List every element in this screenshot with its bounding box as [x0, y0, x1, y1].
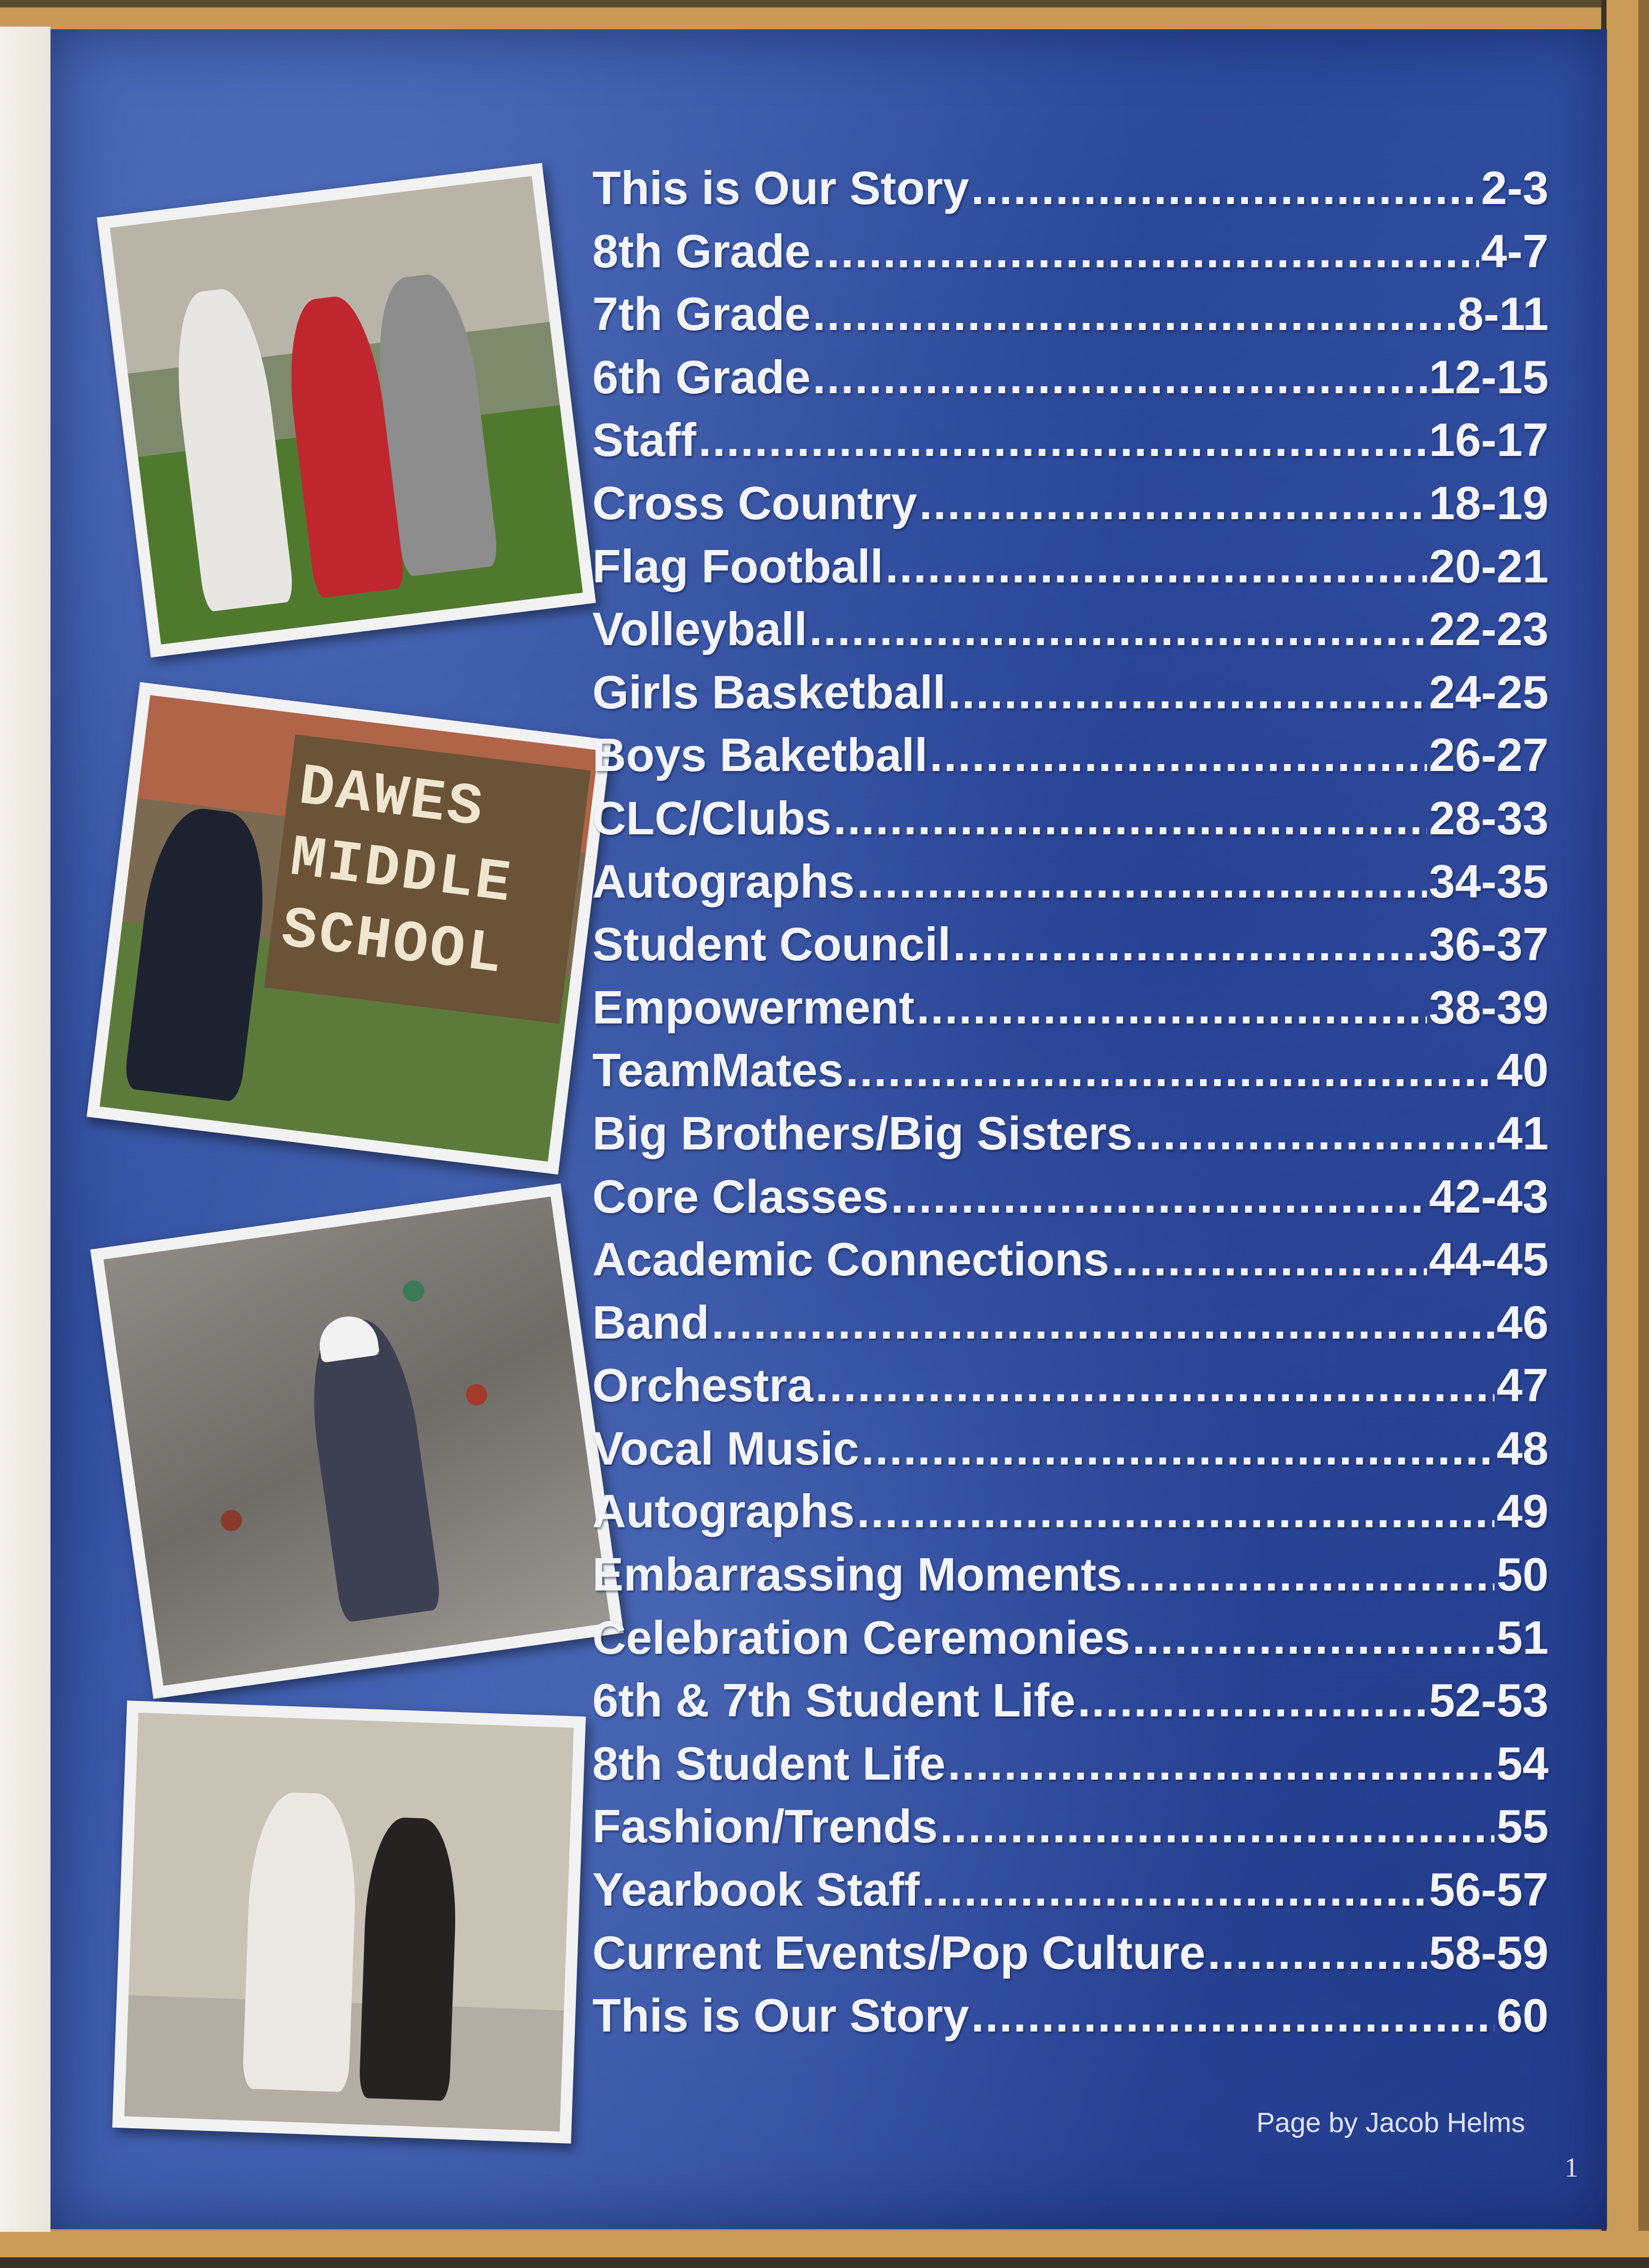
- toc-entry-pages: 41: [1497, 1106, 1549, 1160]
- toc-entry-title: 8th Grade: [592, 224, 811, 277]
- toc-entry: [592, 787, 1549, 850]
- toc-entry-pages: 51: [1497, 1611, 1549, 1664]
- toc-entry-title: Vocal Music: [592, 1421, 860, 1475]
- toc-entry-pages: 46: [1497, 1296, 1549, 1349]
- toc-dot-leader: [1125, 1543, 1495, 1606]
- toc-entry: [592, 1669, 1549, 1732]
- toc-entry: [592, 409, 1549, 472]
- toc-entry-pages: 36-37: [1429, 918, 1549, 971]
- toc-entry-title: Current Events/Pop Culture: [592, 1926, 1205, 1979]
- toc-dot-leader: [891, 1165, 1427, 1228]
- toc-dot-leader: [1111, 1228, 1427, 1291]
- toc-dot-leader: [711, 1291, 1494, 1354]
- toc-entry-pages: 48: [1497, 1421, 1549, 1475]
- toc-dot-leader: [953, 913, 1427, 976]
- toc-entry: [592, 850, 1549, 913]
- toc-entry-title: Celebration Ceremonies: [592, 1611, 1130, 1664]
- toc-entry-title: Flag Football: [592, 539, 883, 593]
- toc-dot-leader: [1077, 1669, 1427, 1732]
- toc-entry-pages: 54: [1497, 1737, 1549, 1790]
- toc-entry: [592, 472, 1549, 535]
- photo-school-sign: [87, 682, 611, 1175]
- photo-two-students: [112, 1700, 586, 2144]
- book-cover-right-edge: [1601, 0, 1649, 2268]
- toc-entry-pages: 52-53: [1429, 1674, 1549, 1727]
- toc-entry-pages: 8-11: [1457, 287, 1549, 341]
- toc-entry-title: Academic Connections: [592, 1233, 1110, 1286]
- toc-entry: [592, 976, 1549, 1039]
- toc-entry-title: Band: [592, 1296, 709, 1349]
- toc-entry-title: Cross Country: [592, 476, 917, 529]
- toc-entry-title: Fashion/Trends: [592, 1800, 938, 1853]
- toc-entry-pages: 42-43: [1429, 1170, 1549, 1223]
- toc-dot-leader: [809, 598, 1427, 661]
- toc-dot-leader: [813, 220, 1479, 283]
- toc-entry-pages: 49: [1497, 1485, 1549, 1538]
- toc-entry-title: Embarrassing Moments: [592, 1548, 1123, 1601]
- toc-entry-pages: 20-21: [1429, 539, 1549, 593]
- facing-page-edge: [0, 27, 50, 2232]
- toc-entry-title: This is Our Story: [592, 1989, 970, 2042]
- toc-entry-title: This is Our Story: [592, 162, 970, 214]
- toc-entry-pages: 24-25: [1429, 665, 1549, 718]
- toc-dot-leader: [922, 1858, 1427, 1921]
- toc-dot-leader: [846, 1039, 1494, 1102]
- toc-dot-leader: [861, 1417, 1494, 1480]
- toc-dot-leader: [948, 1732, 1494, 1795]
- toc-entry: [592, 1732, 1549, 1796]
- photo-climbing-wall-image: [104, 1197, 610, 1686]
- toc-dot-leader: [1208, 1922, 1427, 1984]
- toc-dot-leader: [916, 976, 1427, 1039]
- toc-entry-pages: 26-27: [1429, 729, 1549, 782]
- toc-entry: [592, 598, 1549, 661]
- photo-staff-group-image: [110, 176, 583, 645]
- toc-entry: [592, 1417, 1549, 1480]
- toc-entry-title: Boys Baketball: [592, 729, 928, 782]
- toc-entry-pages: 4-7: [1481, 224, 1549, 277]
- photo-school-sign-image: [100, 695, 599, 1162]
- toc-entry-pages: 40: [1497, 1044, 1549, 1097]
- toc-dot-leader: [699, 409, 1427, 471]
- toc-dot-leader: [813, 346, 1427, 409]
- toc-entry: [592, 1795, 1549, 1858]
- toc-entry-pages: 58-59: [1429, 1926, 1549, 1979]
- toc-entry-title: Core Classes: [592, 1170, 889, 1223]
- toc-entry-pages: 16-17: [1429, 413, 1549, 467]
- toc-entry-pages: 50: [1497, 1548, 1549, 1601]
- toc-dot-leader: [971, 1984, 1494, 2047]
- toc-entry-pages: 44-45: [1429, 1233, 1549, 1286]
- toc-entry-title: CLC/Clubs: [592, 791, 831, 844]
- toc-entry-title: Volleyball: [592, 603, 808, 656]
- toc-entry-title: Autographs: [592, 854, 855, 908]
- photo-climbing-wall: [90, 1183, 624, 1699]
- toc-entry-pages: 28-33: [1429, 791, 1549, 844]
- toc-entry: [592, 1291, 1549, 1355]
- toc-dot-leader: [940, 1795, 1494, 1858]
- toc-entry: [592, 1039, 1549, 1102]
- toc-entry: [592, 1165, 1549, 1229]
- table-of-contents: [592, 157, 1549, 2047]
- school-sign-text: DAWES MIDDLE SCHOOL: [278, 754, 516, 990]
- toc-entry: [592, 346, 1549, 409]
- toc-dot-leader: [919, 472, 1427, 535]
- toc-entry: [592, 1480, 1549, 1543]
- toc-dot-leader: [930, 724, 1427, 786]
- toc-entry-pages: 18-19: [1429, 476, 1549, 529]
- toc-entry-title: 7th Grade: [592, 287, 811, 341]
- toc-entry-title: Orchestra: [592, 1359, 813, 1412]
- toc-entry: [592, 535, 1549, 598]
- toc-dot-leader: [815, 1354, 1494, 1417]
- toc-entry: [592, 1228, 1549, 1291]
- book-cover-bottom-edge: [0, 2231, 1649, 2268]
- toc-entry-pages: 22-23: [1429, 603, 1549, 656]
- toc-entry-title: Staff: [592, 413, 696, 467]
- toc-entry-title: 6th Grade: [592, 350, 811, 403]
- toc-entry: [592, 1922, 1549, 1985]
- toc-entry-title: Big Brothers/Big Sisters: [592, 1106, 1133, 1160]
- toc-entry-pages: 60: [1497, 1989, 1549, 2042]
- toc-entry: [592, 220, 1549, 283]
- toc-entry-pages: 56-57: [1429, 1863, 1549, 1916]
- toc-entry: [592, 1606, 1549, 1670]
- photo-two-students-image: [124, 1713, 574, 2131]
- page-credit: Page by Jacob Helms: [1256, 2108, 1525, 2138]
- toc-entry-pages: 2-3: [1481, 162, 1549, 214]
- page-number: 1: [1565, 2153, 1578, 2183]
- toc-entry: [592, 913, 1549, 976]
- toc-entry-title: Yearbook Staff: [592, 1863, 920, 1916]
- toc-entry-title: Autographs: [592, 1485, 855, 1538]
- toc-entry-title: Girls Basketball: [592, 665, 946, 718]
- toc-entry: [592, 1354, 1549, 1417]
- toc-entry: [592, 724, 1549, 787]
- photo-staff-group: [97, 163, 596, 658]
- toc-entry-pages: 55: [1497, 1800, 1549, 1853]
- yearbook-contents-page: [50, 29, 1607, 2229]
- toc-entry: [592, 157, 1549, 220]
- toc-entry-pages: 34-35: [1429, 854, 1549, 908]
- toc-entry: [592, 1984, 1549, 2047]
- toc-entry: [592, 1102, 1549, 1165]
- toc-entry-title: 8th Student Life: [592, 1737, 946, 1790]
- toc-entry-title: Empowerment: [592, 980, 915, 1034]
- toc-dot-leader: [971, 157, 1479, 219]
- toc-entry-pages: 38-39: [1429, 980, 1549, 1034]
- toc-entry: [592, 283, 1549, 346]
- toc-entry-pages: 47: [1497, 1359, 1549, 1412]
- book-cover-top-edge: [0, 0, 1649, 32]
- toc-dot-leader: [834, 787, 1427, 850]
- toc-dot-leader: [886, 535, 1427, 598]
- toc-dot-leader: [857, 850, 1427, 913]
- toc-entry: [592, 1543, 1549, 1606]
- toc-entry-pages: 12-15: [1429, 350, 1549, 403]
- toc-entry-title: 6th & 7th Student Life: [592, 1674, 1076, 1727]
- toc-dot-leader: [813, 283, 1456, 345]
- toc-dot-leader: [1135, 1102, 1494, 1165]
- toc-dot-leader: [1132, 1606, 1494, 1669]
- toc-entry: [592, 1858, 1549, 1922]
- toc-entry: [592, 661, 1549, 724]
- toc-entry-title: TeamMates: [592, 1044, 844, 1097]
- toc-entry-title: Student Council: [592, 918, 951, 971]
- toc-dot-leader: [948, 661, 1427, 724]
- toc-dot-leader: [857, 1480, 1494, 1543]
